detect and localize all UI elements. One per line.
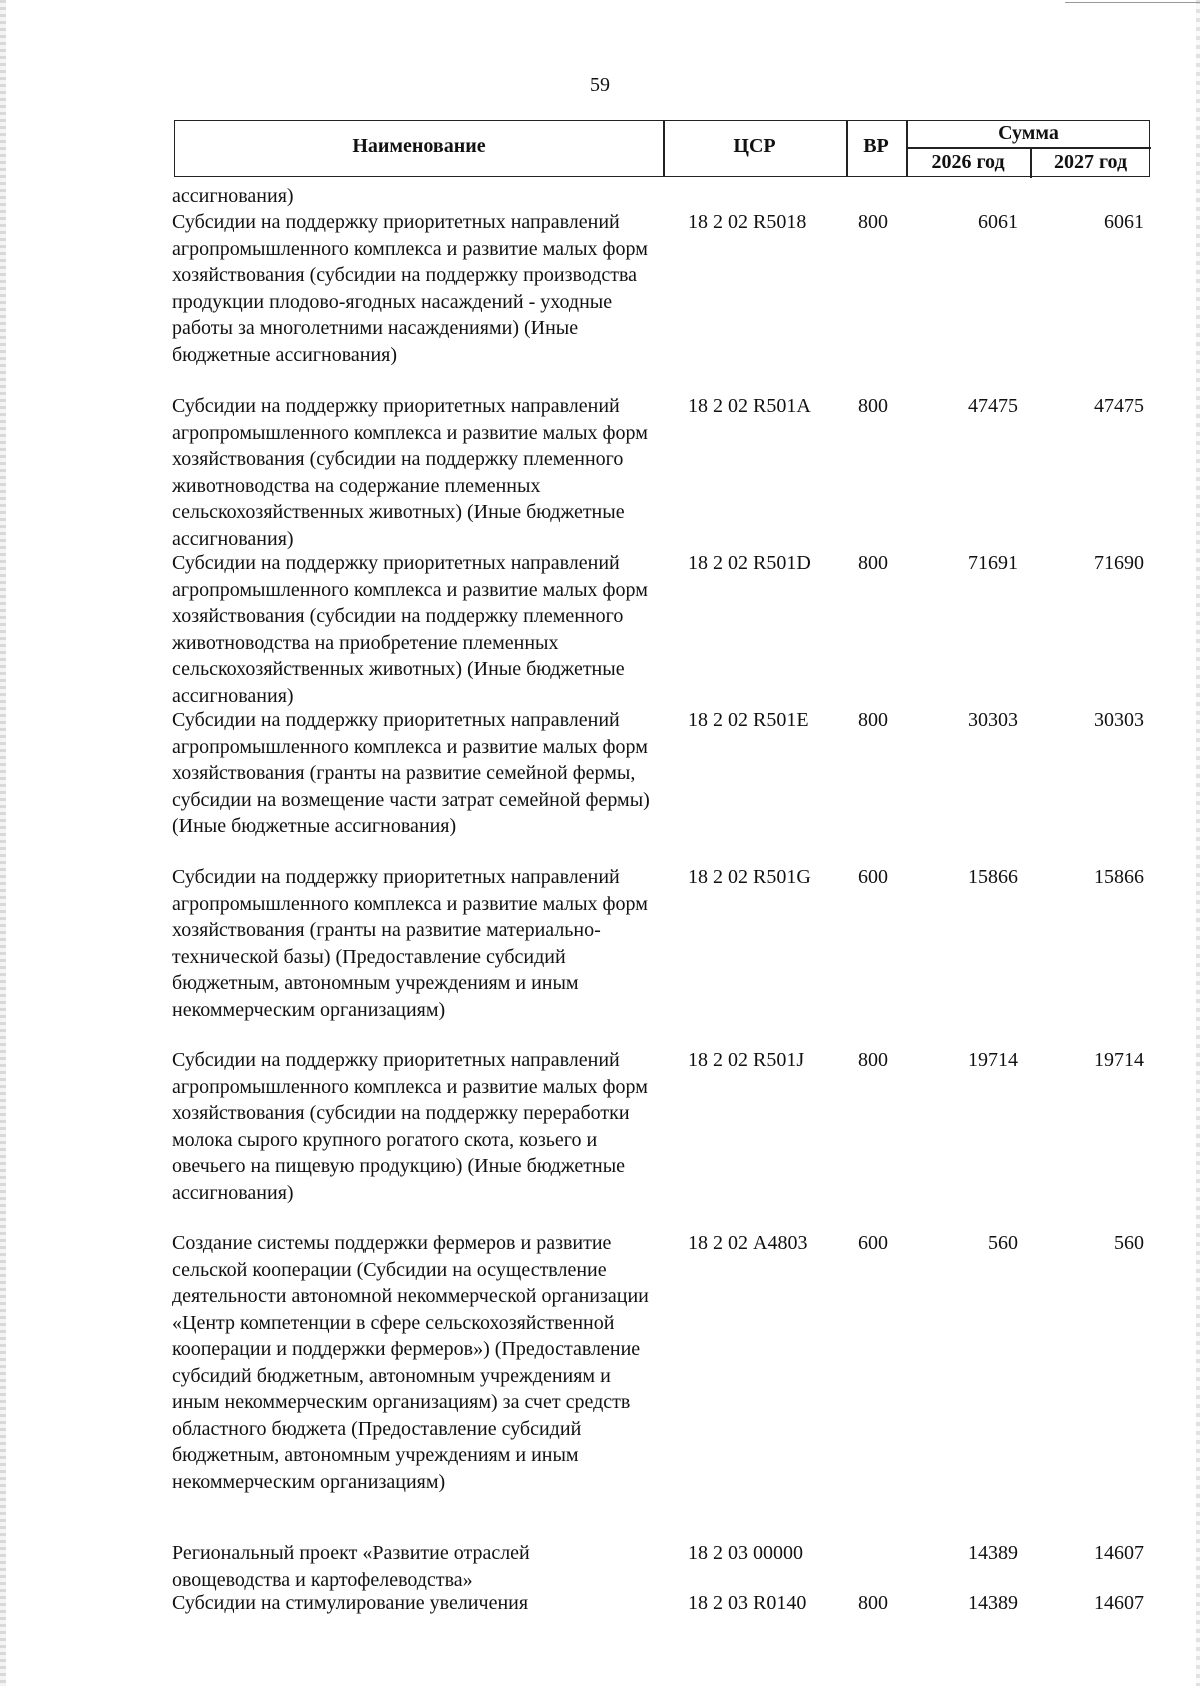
row-vr: 600 [858, 866, 888, 888]
row-amount-2026: 15866 [968, 866, 1018, 888]
header-vr: ВР [863, 135, 889, 157]
header-year-2027: 2027 год [1053, 151, 1128, 173]
row-csr: 18 2 02 R501E [688, 709, 809, 731]
row-vr: 800 [858, 211, 888, 233]
row-amount-2027: 19714 [1094, 1049, 1144, 1071]
row-amount-2026: 71691 [968, 552, 1018, 574]
row-name: Региональный проект «Развитие отраслей овощеводства и картофелеводства» [172, 1542, 530, 1591]
row-amount-2027: 30303 [1094, 709, 1144, 731]
row-amount-2026: 19714 [968, 1049, 1018, 1071]
row-csr: 18 2 02 R501D [688, 552, 811, 574]
row-csr: 18 2 02 R501J [688, 1049, 805, 1071]
row-vr: 800 [858, 709, 888, 731]
row-vr: 800 [858, 395, 888, 417]
row-amount-2026: 30303 [968, 709, 1018, 731]
row-amount-2026: 14389 [968, 1592, 1018, 1614]
row-name: Субсидии на поддержку приоритетных направлений агропромышленного комплекса и развитие малых форм хозяйствования (субсидии на поддержку племенного животноводства на приобретение племенных сельскохозяйственных животных) (Иные бюджетные ассигнования) [172, 552, 648, 707]
row-csr: 18 2 02 R5018 [688, 211, 807, 233]
row-name: Субсидии на поддержку приоритетных направлений агропромышленного комплекса и развитие малых форм хозяйствования (гранты на развитие материально-технической базы) (Предоставление субсидий бюджетным, автономным учреждениям и иным некоммерческим организациям) [172, 866, 648, 1021]
row-amount-2027: 71690 [1094, 552, 1144, 574]
header-sum-underline [906, 147, 1151, 149]
row-csr: 18 2 02 R501G [688, 866, 811, 888]
table-header [174, 120, 1150, 177]
row-amount-2027: 14607 [1094, 1592, 1144, 1614]
row-amount-2026: 6061 [978, 211, 1018, 233]
row-amount-2027: 14607 [1094, 1542, 1144, 1564]
row-name: Создание системы поддержки фермеров и развитие сельской кооперации (Субсидии на осуществление деятельности автономной некоммерческой организации «Центр компетенции в сфере сельскохозяйственной кооперации и поддержки фермеров») (Предоставление субсидий бюджетным, автономным учреждениям и иным некоммерческим организациям) за счет средств областного бюджета (Предоставление субсидий бюджетным, автономным учреждениям и иным некоммерческим организациям) [172, 1232, 649, 1493]
row-name: Субсидии на стимулирование увеличения [172, 1592, 529, 1614]
row-csr: 18 2 02 А4803 [688, 1232, 808, 1254]
row-amount-2027: 560 [1114, 1232, 1144, 1254]
scan-edge-left [0, 0, 6, 1686]
scan-edge-right [1196, 0, 1200, 1686]
row-name: Субсидии на поддержку приоритетных направлений агропромышленного комплекса и развитие малых форм хозяйствования (субсидии на поддержку производства продукции плодово-ягодных насаждений - уходные работы за многолетними насаждениями) (Иные бюджетные ассигнования) [172, 211, 648, 366]
row-name: ассигнования) [172, 185, 294, 207]
header-sum: Сумма [998, 122, 1059, 144]
page-number: 59 [590, 74, 610, 96]
scan-top-rule [1065, 2, 1200, 3]
row-amount-2026: 14389 [968, 1542, 1018, 1564]
header-name: Наименование [352, 135, 486, 157]
row-vr: 800 [858, 1592, 888, 1614]
row-csr: 18 2 03 R0140 [688, 1592, 807, 1614]
header-csr: ЦСР [733, 135, 776, 157]
row-amount-2027: 6061 [1104, 211, 1144, 233]
row-amount-2027: 15866 [1094, 866, 1144, 888]
row-amount-2027: 47475 [1094, 395, 1144, 417]
row-name: Субсидии на поддержку приоритетных направлений агропромышленного комплекса и развитие малых форм хозяйствования (субсидии на поддержку переработки молока сырого крупного рогатого скота, козьего и овечьего на пищевую продукцию) (Иные бюджетные ассигнования) [172, 1049, 648, 1204]
row-csr: 18 2 02 R501A [688, 395, 811, 417]
row-vr: 800 [858, 552, 888, 574]
row-amount-2026: 560 [988, 1232, 1018, 1254]
header-year-2026: 2026 год [931, 151, 1005, 173]
row-amount-2026: 47475 [968, 395, 1018, 417]
row-name: Субсидии на поддержку приоритетных направлений агропромышленного комплекса и развитие малых форм хозяйствования (гранты на развитие семейной фермы, субсидии на возмещение части затрат семейной фермы) (Иные бюджетные ассигнования) [172, 709, 650, 837]
row-name: Субсидии на поддержку приоритетных направлений агропромышленного комплекса и развитие малых форм хозяйствования (субсидии на поддержку племенного животноводства на содержание племенных сельскохозяйственных животных) (Иные бюджетные ассигнования) [172, 395, 648, 550]
row-vr: 600 [858, 1232, 888, 1254]
row-csr: 18 2 03 00000 [688, 1542, 803, 1564]
row-vr: 800 [858, 1049, 888, 1071]
